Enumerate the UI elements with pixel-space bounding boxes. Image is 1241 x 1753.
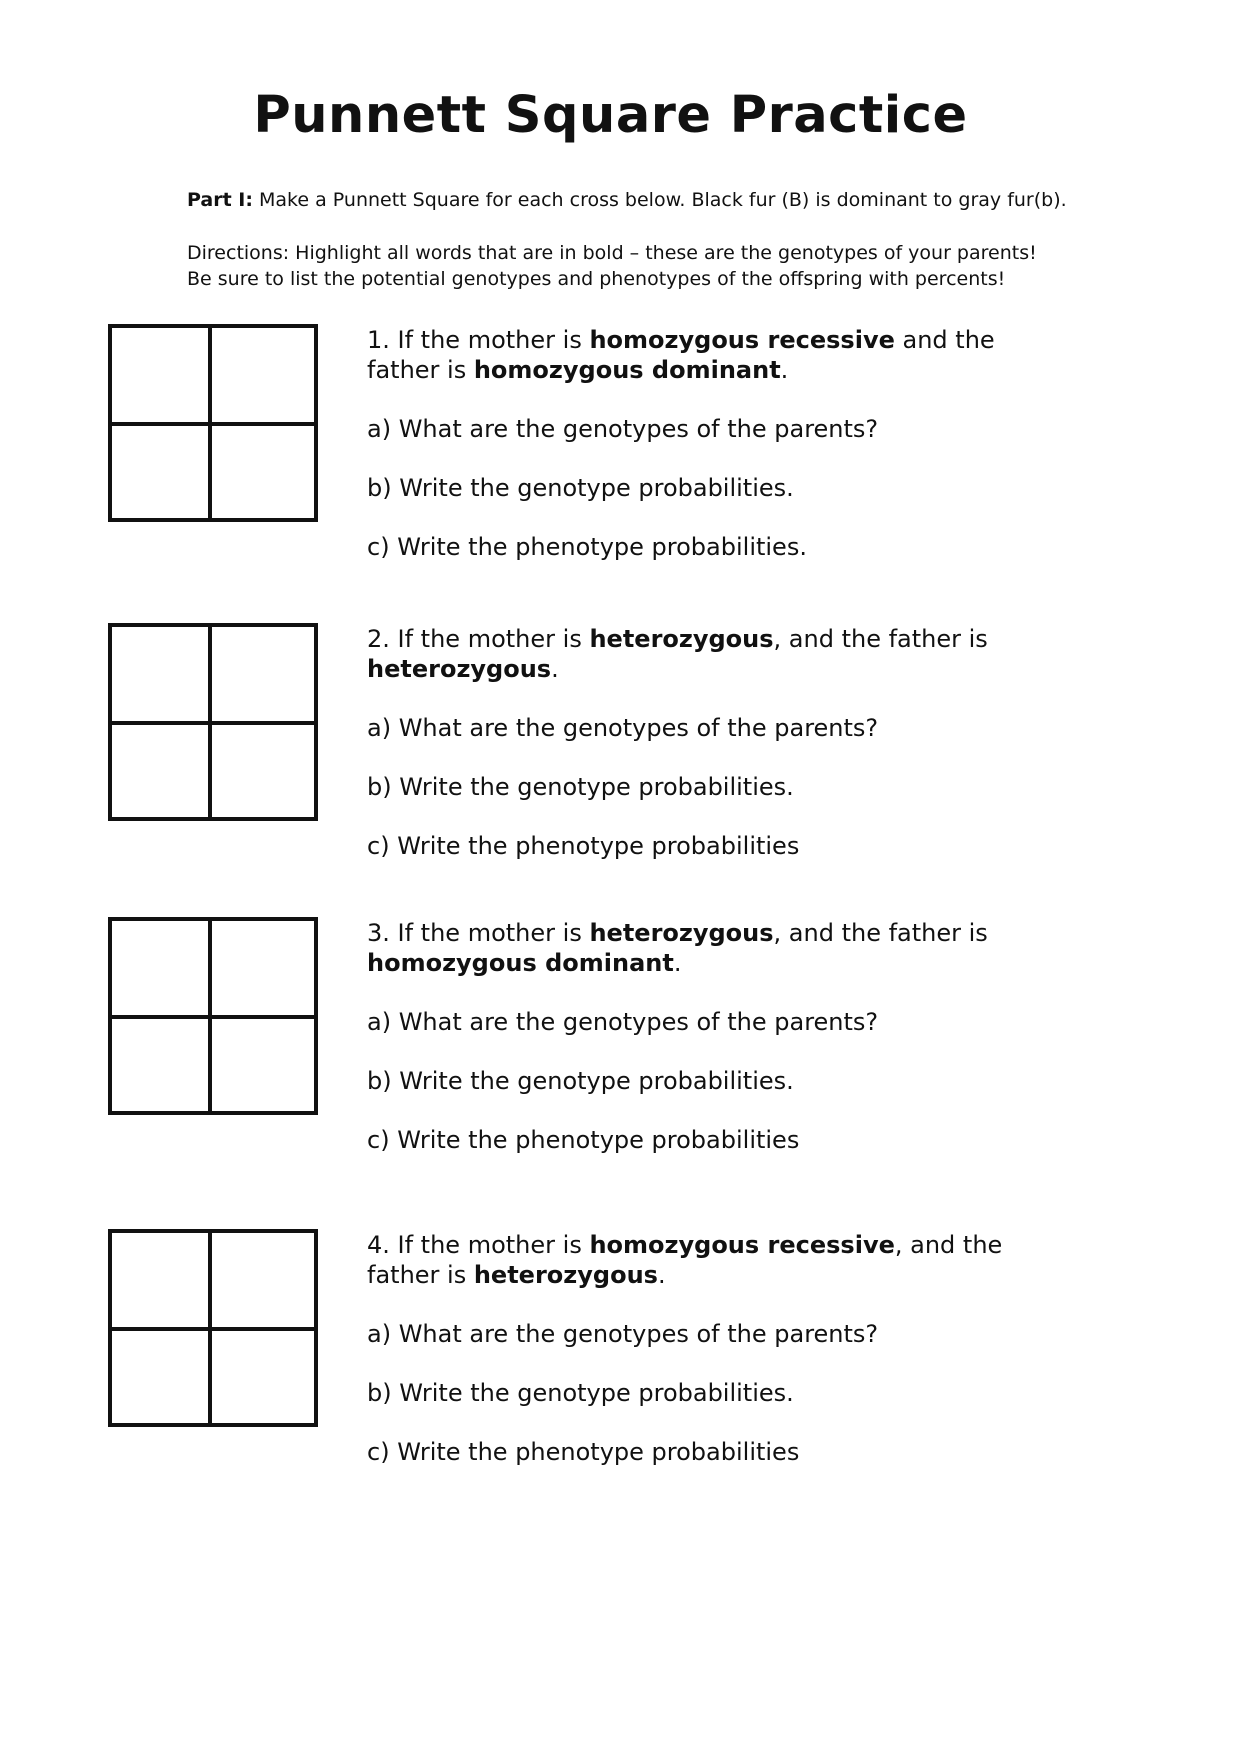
question-part-c: c) Write the phenotype probabilities (367, 1438, 800, 1466)
stem-text: 3. If the mother is (367, 919, 590, 947)
stem-text: . (551, 655, 559, 683)
bold-genotype-term: heterozygous (473, 1261, 658, 1289)
punnett-cell[interactable] (112, 1331, 212, 1423)
bold-genotype-term: homozygous recessive (589, 326, 895, 354)
punnett-cell[interactable] (112, 328, 212, 426)
question-4 (367, 1230, 1067, 1496)
part-text: Make a Punnett Square for each cross below. Black fur (B) is dominant to gray fur(b). (252, 189, 1067, 211)
stem-text: , and the father is (773, 919, 988, 947)
punnett-cell[interactable] (212, 328, 314, 426)
bold-genotype-term: homozygous dominant (367, 949, 674, 977)
question-1 (367, 325, 1067, 591)
stem-text: 4. If the mother is (367, 1231, 590, 1259)
question-part-b: b) Write the genotype probabilities. (367, 1067, 794, 1095)
punnett-cell[interactable] (112, 725, 212, 817)
question-stem (367, 325, 1067, 385)
bold-genotype-term: homozygous recessive (589, 1231, 895, 1259)
punnett-square-3 (108, 917, 318, 1115)
punnett-cell[interactable] (112, 627, 212, 725)
question-stem (367, 1230, 1067, 1290)
question-part-a: a) What are the genotypes of the parents? (367, 1320, 879, 1348)
question-stem (367, 918, 1067, 978)
punnett-square-1 (108, 324, 318, 522)
question-part-c: c) Write the phenotype probabilities (367, 1126, 800, 1154)
punnett-square-4 (108, 1229, 318, 1427)
question-stem (367, 624, 1067, 684)
punnett-cell[interactable] (212, 426, 314, 518)
stem-text: and the father is (367, 326, 995, 384)
bold-genotype-term: homozygous dominant (473, 356, 781, 384)
stem-text: 1. If the mother is (367, 326, 590, 354)
question-3 (367, 918, 1067, 1184)
punnett-cell[interactable] (212, 1019, 314, 1111)
punnett-cell[interactable] (112, 426, 212, 518)
directions (187, 240, 1037, 292)
punnett-square-2 (108, 623, 318, 821)
bold-genotype-term: heterozygous (589, 919, 774, 947)
stem-text: 2. If the mother is (367, 625, 590, 653)
question-2 (367, 624, 1067, 890)
punnett-cell[interactable] (212, 627, 314, 725)
punnett-cell[interactable] (212, 1331, 314, 1423)
question-part-c: c) Write the phenotype probabilities (367, 832, 800, 860)
punnett-cell[interactable] (212, 921, 314, 1019)
directions-line-1: Directions: Highlight all words that are in bold – these are the genotypes of your parents! (187, 242, 1037, 264)
question-part-a: a) What are the genotypes of the parents? (367, 1008, 879, 1036)
punnett-cell[interactable] (212, 725, 314, 817)
bold-genotype-term: heterozygous (589, 625, 774, 653)
punnett-cell[interactable] (112, 921, 212, 1019)
stem-text: . (673, 949, 682, 977)
stem-text: , and the father is (773, 625, 988, 653)
directions-line-2: Be sure to list the potential genotypes and phenotypes of the offspring with percents! (187, 268, 1006, 290)
question-part-a: a) What are the genotypes of the parents? (367, 714, 879, 742)
question-part-b: b) Write the genotype probabilities. (367, 1379, 794, 1407)
punnett-cell[interactable] (112, 1233, 212, 1331)
question-part-c: c) Write the phenotype probabilities. (367, 533, 807, 561)
question-part-b: b) Write the genotype probabilities. (367, 474, 794, 502)
stem-text: . (657, 1261, 666, 1289)
part-label: Part I: (187, 189, 253, 211)
question-part-b: b) Write the genotype probabilities. (367, 773, 794, 801)
stem-text: , and the father is (367, 1231, 1003, 1289)
bold-genotype-term: heterozygous (367, 655, 552, 683)
punnett-cell[interactable] (112, 1019, 212, 1111)
stem-text: . (780, 356, 789, 384)
part-one-instructions (187, 187, 1067, 213)
page-title: Punnett Square Practice (253, 86, 968, 145)
punnett-cell[interactable] (212, 1233, 314, 1331)
question-part-a: a) What are the genotypes of the parents? (367, 415, 879, 443)
